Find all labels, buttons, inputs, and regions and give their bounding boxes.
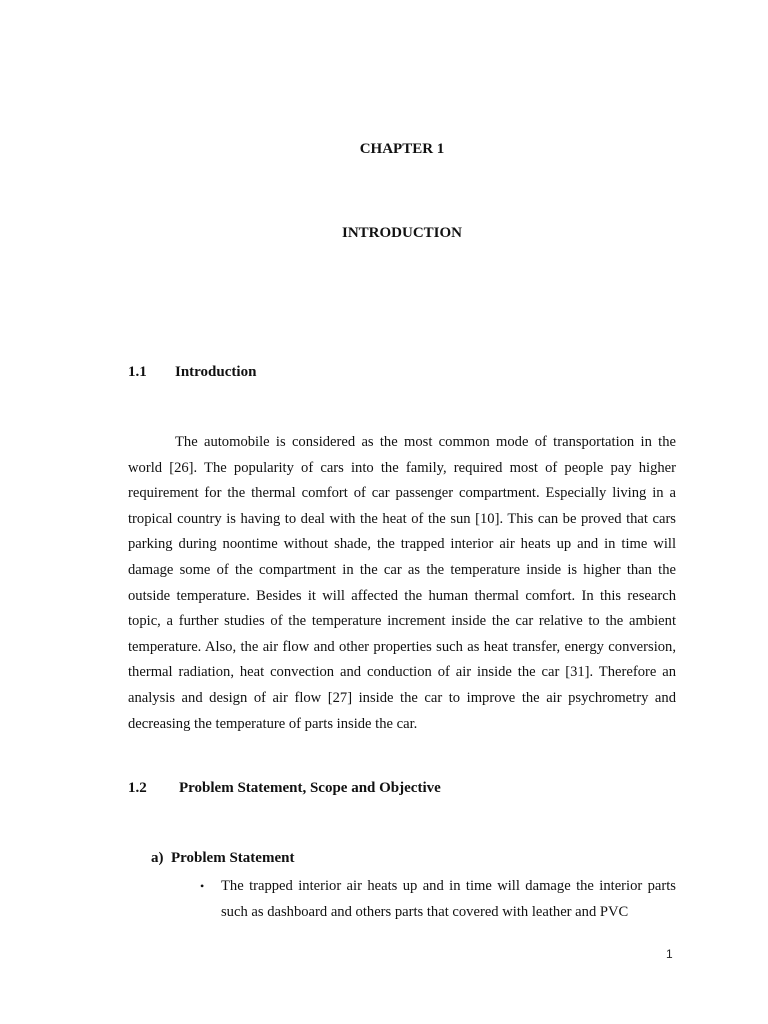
- section-number: 1.1: [128, 364, 147, 380]
- subsection-heading: [151, 850, 294, 867]
- list-item: [200, 874, 676, 925]
- bullet-icon: •: [200, 879, 205, 893]
- subsection-title: Problem Statement: [171, 850, 295, 866]
- section-title: Introduction: [175, 364, 257, 380]
- subsection-label: a): [151, 850, 164, 866]
- introduction-paragraph: The automobile is considered as the most common mode of transportation in the world [26]. The popularity of cars into the family, required most of people pay higher requirement for the thermal comfort of car passenger compartment. Especially living in a tropical country is having to deal with the heat of the sun [10]. This can be proved that cars parking during noontime without shade, the trapped interior air heats up and in time will damage some of the compartment in the car as the temperature inside is higher than the outside temperature. Besides it will affected the human thermal comfort. In this research topic, a further studies of the temperature increment inside the car relative to the ambient temperature. Also, the air flow and other properties such as heat transfer, energy conversion, thermal radiation, heat convection and conduction of air inside the car [31]. Therefore an analysis and design of air flow [27] inside the car to improve the air psychrometry and decreasing the temperature of parts inside the car.: [128, 434, 676, 732]
- section-heading-1-2: [128, 780, 441, 797]
- problem-statement-list: [200, 874, 676, 925]
- section-number: 1.2: [128, 780, 147, 796]
- chapter-title: INTRODUCTION: [341, 225, 462, 241]
- list-item-text: The trapped interior air heats up and in time will damage the interior parts such as dashboard and others parts that covered with leather and PVC: [221, 878, 676, 920]
- chapter-number: CHAPTER 1: [359, 141, 445, 157]
- page-number: 1: [666, 947, 673, 961]
- section-heading-1-1: [128, 364, 256, 381]
- section-title: Problem Statement, Scope and Objective: [179, 780, 441, 796]
